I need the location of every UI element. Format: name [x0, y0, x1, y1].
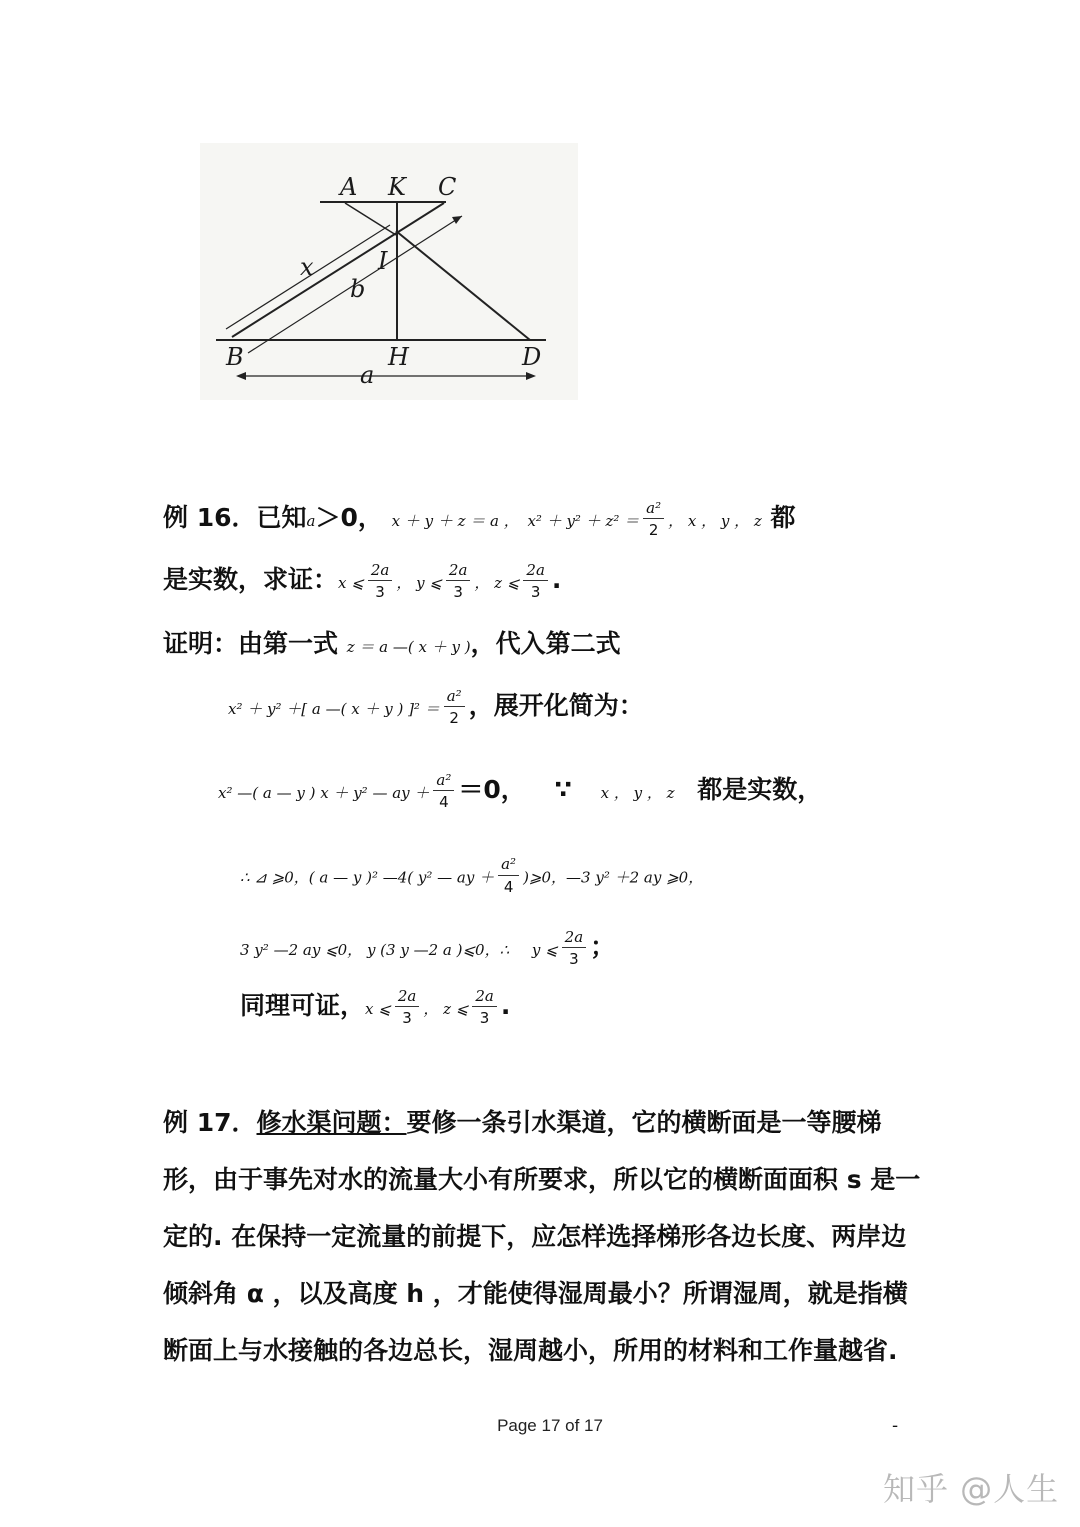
fraction-2a-over-3-y2: $\frac{2a}{3}$	[562, 929, 587, 968]
ex16-expand-line: x² ＋ y² ＋[ a —( x ＋ y ) ]² ＝ $\frac{\text{a²}}{2}$ ，展开化简为：	[228, 686, 644, 727]
vars-xyz-2: x ， y ， z	[600, 784, 675, 802]
fraction-2a-over-3-z: $\frac{2a}{3}$	[523, 562, 548, 601]
trapezoid-diagram	[200, 143, 578, 400]
label-C: C	[438, 173, 457, 201]
ex16-line1	[163, 498, 796, 539]
label-H: H	[388, 343, 409, 371]
arrowhead-a-left	[236, 372, 246, 380]
label-D: D	[522, 343, 542, 371]
ex17-title: 修水渠问题：	[256, 1108, 407, 1137]
proof-expr: z ＝ a —( x ＋ y )	[346, 638, 471, 656]
fraction-2a-over-3-z2: $\frac{2a}{3}$	[472, 988, 497, 1027]
fraction-2a-over-3-x: $\frac{2a}{3}$	[368, 562, 393, 601]
footer-dash: -	[892, 1416, 899, 1436]
ex17-body: 要修一条引水渠道，它的横断面是一等腰梯形，由于事先对水的流量大小有所要求，所以它的横断面面积 s 是一定的. 在保持一定流量的前提下，应怎样选择梯形各边长度、两岸边倾斜角 α ，以及高度 h ，才能使得湿周最小？所谓湿周，就是指横断面上与水接触的各边总长，湿周越小，所用的材料和工作量越省.	[163, 1108, 921, 1365]
fraction-2a-over-3-y: $\frac{2a}{3}$	[446, 562, 471, 601]
equation-sum: x ＋ y ＋ z ＝ a ，	[391, 512, 519, 530]
equation-squares: x² ＋ y² ＋ z² ＝	[527, 512, 640, 530]
disc-expr-a: ∴ ⊿ ⩾0，( a — y )² —4( y² — ay ＋	[240, 868, 495, 887]
watermark: 知乎 @人生	[883, 1470, 1060, 1508]
because-symbol: ∵	[554, 775, 572, 804]
text-duo: 都	[770, 503, 796, 532]
fraction-2a-over-3-x2: $\frac{2a}{3}$	[395, 988, 420, 1027]
ineq-expr: 3 y² —2 ay ⩽0， y (3 y —2 a )⩽0，∴	[240, 941, 510, 959]
ex17-label: 例 17．	[163, 1108, 257, 1137]
math-a: a	[306, 512, 316, 530]
geometry-figure	[200, 143, 578, 400]
label-b: b	[350, 275, 366, 303]
x-le: x ⩽	[338, 574, 364, 592]
ex16-inequality-line: 3 y² —2 ay ⩽0， y (3 y —2 a )⩽0，∴ y ⩽ $\frac{2a}{3}$ ；	[240, 927, 616, 968]
prove-text: 是实数，求证：	[163, 565, 339, 594]
label-x: x	[300, 253, 314, 281]
fraction-a2-over-4: $\frac{\text{a²}}{4}$	[433, 772, 454, 811]
line-bc	[232, 203, 444, 337]
ex16-label: 例 16．已知	[163, 503, 307, 532]
page-footer: Page 17 of 17	[497, 1416, 603, 1435]
line-id	[396, 231, 530, 340]
fraction-a2-over-4-b: $\frac{\text{a²}}{4}$	[498, 856, 519, 895]
fraction-a2-over-2: $\frac{\text{a²}}{2}$	[643, 500, 664, 539]
label-a: a	[360, 361, 375, 389]
z-le: ， z ⩽	[474, 574, 520, 592]
quad-expr: x² —( a — y ) x ＋ y² — ay ＋	[218, 784, 430, 802]
arrowhead-a-right	[526, 372, 536, 380]
label-A: A	[340, 173, 358, 201]
ex16-quadratic-line: x² —( a — y ) x ＋ y² — ay ＋ $\frac{\text{a²}}{4}$ ＝0， ∵ x ， y ， z 都是实数，	[218, 770, 823, 811]
arrowhead-b	[452, 216, 462, 224]
disc-expr-b: )⩾0，—3 y² ＋2 ay ⩾0，	[523, 868, 704, 887]
gt-zero: ＞0，	[315, 503, 383, 532]
label-B: B	[226, 343, 244, 371]
similar-text: 同理可证，	[240, 991, 366, 1020]
fraction-a2-over-2-b: $\frac{\text{a²}}{2}$	[444, 688, 465, 727]
vars-xyz: ， x ， y ， z	[668, 512, 762, 530]
y-le: ， y ⩽	[396, 574, 442, 592]
y-le-2: y ⩽	[531, 941, 558, 959]
ex16-discriminant-line	[240, 856, 703, 895]
x-le-2: x ⩽	[365, 1000, 391, 1018]
ex17-paragraph	[163, 1094, 923, 1379]
ex16-proof-start: 证明：由第一式 z ＝ a —( x ＋ y )，代入第二式	[163, 629, 621, 658]
line-ai	[345, 203, 396, 235]
label-K: K	[388, 173, 406, 201]
ex16-similar-line: 同理可证，x ⩽ $\frac{2a}{3}$ ， z ⩽ $\frac{2a}{3}$ .	[240, 986, 511, 1027]
label-I: I	[378, 247, 388, 275]
ex16-line2: 是实数，求证：x ⩽ $\frac{2a}{3}$ ， y ⩽ $\frac{2a}{3}$ ， z ⩽ $\frac{2a}{3}$ .	[163, 560, 562, 601]
proof-label: 证明：由第一式	[163, 629, 339, 658]
z-le-2: ， z ⩽	[423, 1000, 469, 1018]
expand-expr: x² ＋ y² ＋[ a —( x ＋ y ) ]² ＝	[228, 700, 440, 718]
